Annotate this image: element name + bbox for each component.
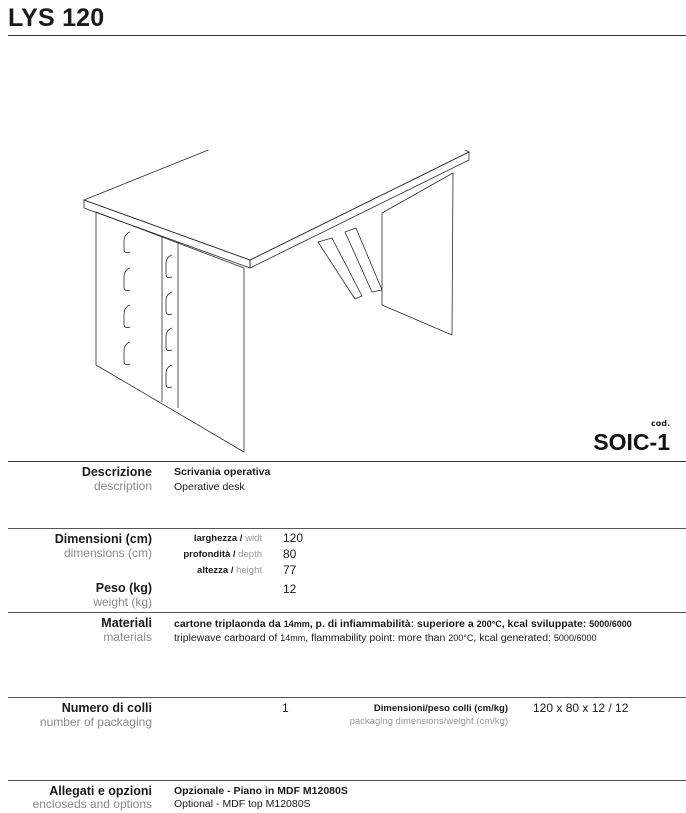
description-label-en: description	[93, 479, 152, 493]
desk-left-panel	[96, 212, 244, 452]
height-value: 77	[283, 563, 297, 577]
panel-slot	[124, 305, 130, 328]
options-value: Opzionale - Piano in MDF M12080S	[174, 785, 348, 797]
description-value-en: Operative desk	[174, 481, 245, 493]
dimensions-label-en: dimensions (cm)	[63, 546, 152, 560]
options-label-en: encloseds and options	[32, 797, 152, 811]
materials-value-en: triplewave carboard of 14mm, flammability point: more than 200°C, kcal generated: 5000/6000	[174, 632, 597, 644]
section-divider	[8, 528, 686, 529]
desk-back-brace	[345, 228, 382, 292]
section-divider	[8, 461, 686, 462]
packaging-count: 1	[282, 701, 289, 715]
packaging-dimensions-value: 120 x 80 x 12 / 12	[533, 701, 629, 715]
weight-label-en: weight (kg)	[93, 595, 152, 609]
description-label: Descrizione	[81, 465, 152, 479]
desk-top-surface	[84, 150, 469, 260]
panel-slot	[124, 232, 130, 253]
materials-label-en: materials	[103, 630, 152, 644]
code-label: cod.	[650, 419, 670, 428]
panel-slot	[166, 255, 172, 278]
panel-slot	[124, 268, 130, 291]
packaging-dimensions-label-en: packaging dimensions/weight (cm/kg)	[349, 716, 508, 727]
options-value-en: Optional - MDF top M12080S	[174, 798, 311, 810]
product-code: SOIC-1	[593, 429, 670, 455]
materials-value: cartone triplaonda da 14mm, p. di infiammabilità: superiore a 200°C, kcal sviluppate: 5000/6000	[174, 618, 632, 630]
dimensions-label: Dimensioni (cm)	[54, 532, 152, 546]
materials-label: Materiali	[101, 616, 152, 630]
width-label: larghezza / widt	[193, 533, 262, 544]
packaging-label: Numero di colli	[61, 701, 152, 715]
desk-top-edge	[84, 200, 250, 268]
description-value: Scrivania operativa	[174, 466, 271, 478]
desk-top-side-edge	[250, 152, 469, 268]
weight-label: Peso (kg)	[95, 581, 152, 595]
section-divider	[8, 612, 686, 613]
options-label: Allegati e opzioni	[49, 784, 152, 798]
title-divider	[8, 35, 686, 36]
panel-slot	[124, 342, 130, 365]
packaging-dimensions-label: Dimensioni/peso colli (cm/kg)	[373, 703, 508, 714]
panel-slot	[166, 365, 172, 388]
product-title: LYS 120	[8, 4, 105, 32]
depth-label: profondità / depth	[183, 549, 262, 560]
panel-slot	[166, 328, 172, 351]
section-divider	[8, 780, 686, 781]
width-value: 120	[283, 531, 304, 545]
desk-back-brace	[318, 238, 362, 299]
weight-value: 12	[283, 582, 297, 596]
desk-drawing	[60, 150, 480, 460]
panel-slot	[166, 292, 172, 315]
section-divider	[8, 697, 686, 698]
packaging-label-en: number of packaging	[39, 715, 152, 729]
height-label: altezza / height	[197, 565, 262, 576]
depth-value: 80	[283, 547, 297, 561]
